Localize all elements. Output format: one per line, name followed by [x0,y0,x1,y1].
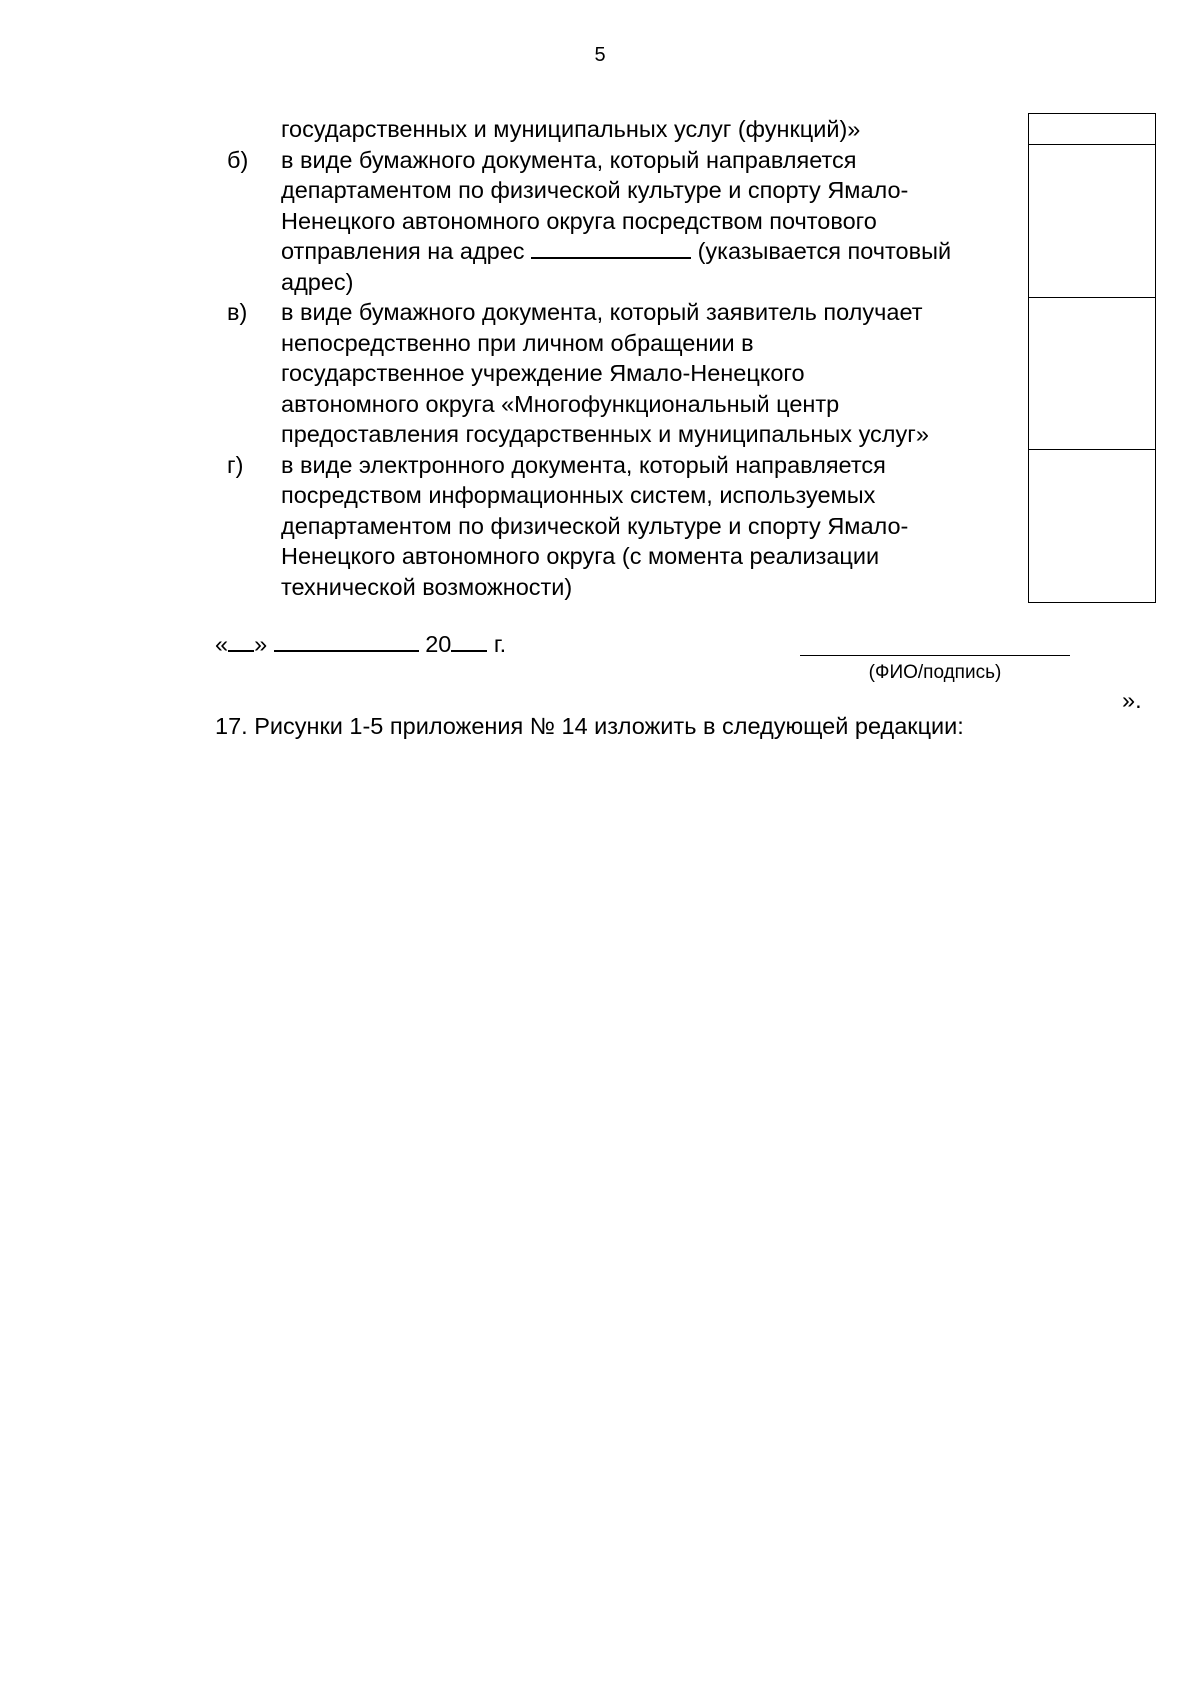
checkbox-cell[interactable] [1029,297,1156,450]
option-line: департаментом по физической культуре и спорту Ямало- [281,177,909,203]
signature-line[interactable] [800,655,1070,656]
checkbox-cell[interactable] [1029,145,1156,298]
date-close-quote: » [254,631,268,657]
option-letter: в) [227,299,248,325]
month-blank[interactable] [274,630,419,652]
delivery-options-table [205,113,1156,603]
option-row-g [205,450,1156,603]
option-line: адрес) [281,268,354,295]
day-blank[interactable] [228,630,254,652]
option-line: Ненецкого автономного округа (с момента реализации [281,543,880,569]
continuation-row [205,114,1156,145]
closing-quote: ». [1122,687,1142,713]
signature-caption: (ФИО/подпись) [868,662,1002,683]
option-line-address [281,236,1028,267]
option-row-b [205,145,1156,298]
option-line-part: (указывается почтовый [697,238,952,264]
option-line: в виде электронного документа, который направляется [281,451,886,478]
year-suffix: г. [493,631,507,657]
option-line: в виде бумажного документа, который направляется [281,146,857,173]
item-17-text: 17. Рисунки 1-5 приложения № 14 изложить в следующей редакции: [215,713,964,739]
option-letter: г) [227,451,244,478]
option-line: предоставления государственных и муниципальных услуг» [281,421,929,447]
option-line: автономного округа «Многофункциональный центр [281,390,840,417]
option-line-part: отправления на адрес [281,238,525,264]
checkbox-cell[interactable] [1029,114,1156,145]
option-line: Ненецкого автономного округа посредством почтового [281,207,877,234]
option-line: непосредственно при личном обращении в [281,329,754,356]
option-text [281,450,1029,603]
option-text [281,297,1029,450]
date-open-quote: « [215,631,229,657]
option-letter [205,114,281,145]
continuation-text: государственных и муниципальных услуг (функций)» [281,115,861,142]
option-line: технической возможности) [281,573,573,600]
option-text [281,114,1029,145]
date-line [215,630,506,658]
option-line: посредством информационных систем, используемых [281,482,876,508]
checkbox-cell[interactable] [1029,450,1156,603]
option-line: департаментом по физической культуре и спорту Ямало- [281,512,909,539]
option-line: в виде бумажного документа, который заявитель получает [281,299,923,325]
option-text [281,145,1029,298]
address-blank[interactable] [531,237,691,259]
page-number: 5 [594,44,606,66]
option-row-v [205,297,1156,450]
option-letter: б) [227,146,249,173]
year-prefix: 20 [425,631,452,657]
option-line: государственное учреждение Ямало-Ненецкого [281,360,805,386]
year-blank[interactable] [451,630,487,652]
